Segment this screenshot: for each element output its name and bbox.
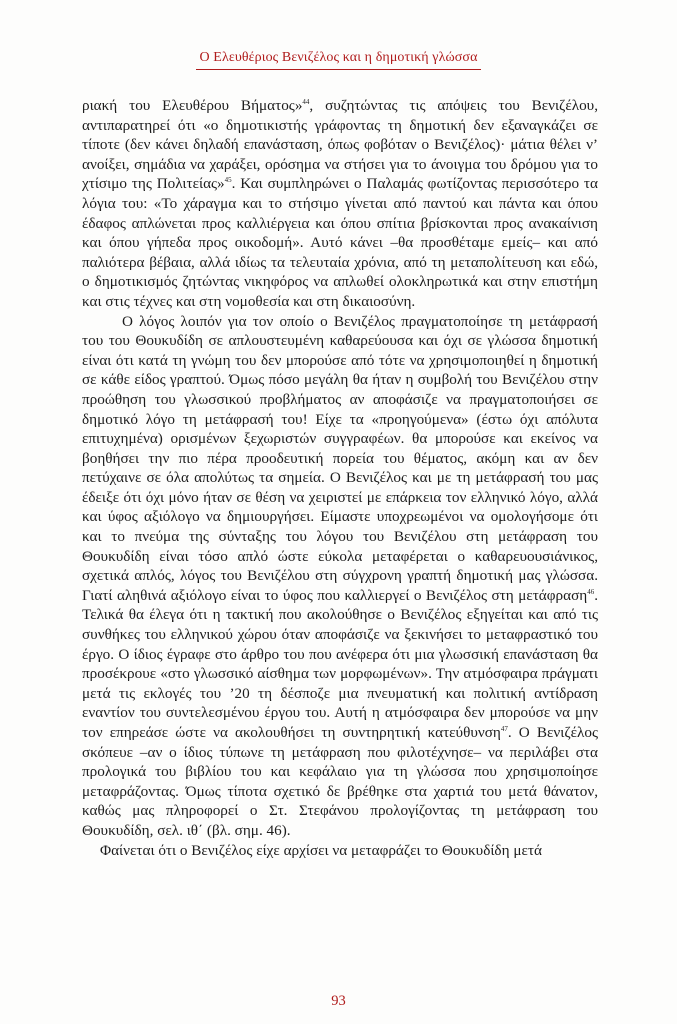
paragraph bbox=[82, 312, 598, 841]
text-span: . Ο Βενιζέλος σκόπευε –αν ο ίδιος τύπωνε τη μετάφραση που φιλοτέχνησε– να περιλάβει στα προλογικά του βιβλίου του και κεφάλαιο για τη γλώσσα που χρησιμοποίησε μεταφράζοντας. Όμως τίποτα σχετικό δε βρέθηκε στα χαρτιά του μετά θάνατον, καθώς μας πληροφορεί ο Στ. Στεφάνου προλογίζοντας τη μετάφραση του Θουκυδίδη, σελ. ιθ΄ (βλ. σημ. 46). bbox=[82, 724, 598, 839]
text-span: ριακή του Ελευθέρου Βήματος» bbox=[82, 97, 303, 114]
footnote-ref-46: 46 bbox=[587, 587, 595, 596]
text-span: . Και συμπληρώνει ο Παλαμάς φωτίζοντας περισσότερο τα λόγια του: «Το χάραγμα και το στήσιμο γίνεται από παντού και πάντα και όπου έδαφος απλώνεται προς καλλιέργεια και όπου σπίτια βρίσκονται προς ανακαίνιση και όπου γήπεδα προς οικοδομή». Αυτό κάνει –θα προσθέταμε εμείς– και από παλιότερα βέβαια, αλλά ιδίως τα τελευταία χρόνια, από τη μεταπολίτευση και εδώ, ο δημοτικισμός ζητώντας νικηφόρος να απλωθεί ολοκληρωτικά και στην επιστήμη και στις τέχνες και στη νομοθεσία και στη δικαιοσύνη. bbox=[82, 175, 598, 310]
running-head bbox=[0, 50, 677, 70]
footnote-ref-44: 44 bbox=[302, 98, 310, 106]
footnote-ref-45: 45 bbox=[224, 176, 232, 185]
paragraph-continued bbox=[82, 96, 598, 312]
text-span: Ο λόγος λοιπόν για τον οποίο ο Βενιζέλος πραγματοποίησε τη μετάφρασή του του Θουκυδίδη σε απλουστευμένη καθαρεύουσα και όχι σε γλώσσα δημοτική είναι ότι κατά τη γνώμη του δεν μπορούσε από τότε να χρησιμοποιηθεί η δημοτική σε κάθε είδος γραπτού. Όμως πόσο μεγάλη θα ήταν η συμβολή του Βενιζέλου στην προώθηση του γλωσσικού προβλήματος αν αποφάσιζε να πραγματοποιήσει σε δημοτικό λόγο τη μετάφρασή του! Είχε τα «προηγούμενα» (έστω όχι απόλυτα επιτυχημένα) ορισμένων ξεχωριστών συγγραφέων. θα μπορούσε και εκείνος να βοηθήσει την πιο πέρα προοδευτική πορεία του θέματος, ακόμη και αν δεν πετύχαινε σε όλα απολύτως τα σημεία. Ο Βενιζέλος και με τη μετάφρασή του μας έδειξε ότι όχι μόνο ήταν σε θέση να χειριστεί με επάρκεια τον ελληνικό λόγο, αλλά και ύφος αξιόλογο να δημιουργήσει. Είμαστε υποχρεωμένοι να ομολογήσομε ότι και το πνεύμα της σύνταξης του λόγου του Βενιζέλου στη μετάφραση του Θουκυδίδη είναι τόσο απλό ώστε εύκολα μεταφέρεται ο καθαρευουσιάνικος, σχετικά απλός, λόγος του Βενιζέλου στη σύγχρονη γραπτή δημοτική μας γλώσσα. Γιατί αληθινά αξιόλογο είναι το ύφος που καλλιεργεί ο Βενιζέλος στη μετάφραση bbox=[82, 312, 598, 604]
body-text bbox=[82, 96, 598, 860]
text-span: , συζητώντας τις απόψεις του Βενιζέλου, αντιπαρατηρεί ότι «ο δημοτικιστής γράφοντας τη δημοτική δεν εξαναγκάζει σε τίποτε (δεν κάνει δηλαδή επανάσταση, όπως φοβόταν ο Βενιζέλος)· μάτια θέλει ν’ ανοίξει, σημάδια να χαράξει, ορόσημα να στήσει για το άνοιγμα του δρόμου για το χτίσιμο της Πολιτείας» bbox=[82, 97, 598, 193]
page-number: 93 bbox=[331, 993, 346, 1009]
text-span: Φαίνεται ότι ο Βενιζέλος είχε αρχίσει να μεταφράζει το Θουκυδίδη μετά bbox=[100, 841, 542, 859]
text-span: . Τελικά θα έλεγα ότι η τακτική που ακολούθησε ο Βενιζέλος εξηγείται και από τις συνθήκες του ελληνικού χώρου όταν αποφάσιζε να ξεκινήσει το μεταφραστικό του έργο. Ο ίδιος έγραφε στο άρθρο του που ανέφερα ότι μια γλωσσική επανάσταση θα προσέκρουε «στο γλωσσικό αίσθημα των μορφωμένων». Την ατμόσφαιρα πράγματι μετά τις εκλογές του ’20 τη δέσποζε μια πνευματική και πολιτική αντίδραση εναντίον του συντελεσμένου έργου του. Αυτή η ατμόσφαιρα δεν μπορούσε να μην τον επηρεάσε ώστε να ακολουθήσει τη συντηρητική κατεύθυνση bbox=[82, 586, 598, 741]
running-head-title: Ο Ελευθέριος Βενιζέλος και η δημοτική γλώσσα bbox=[196, 50, 480, 70]
paragraph bbox=[82, 841, 598, 861]
footnote-ref-47: 47 bbox=[500, 725, 508, 733]
